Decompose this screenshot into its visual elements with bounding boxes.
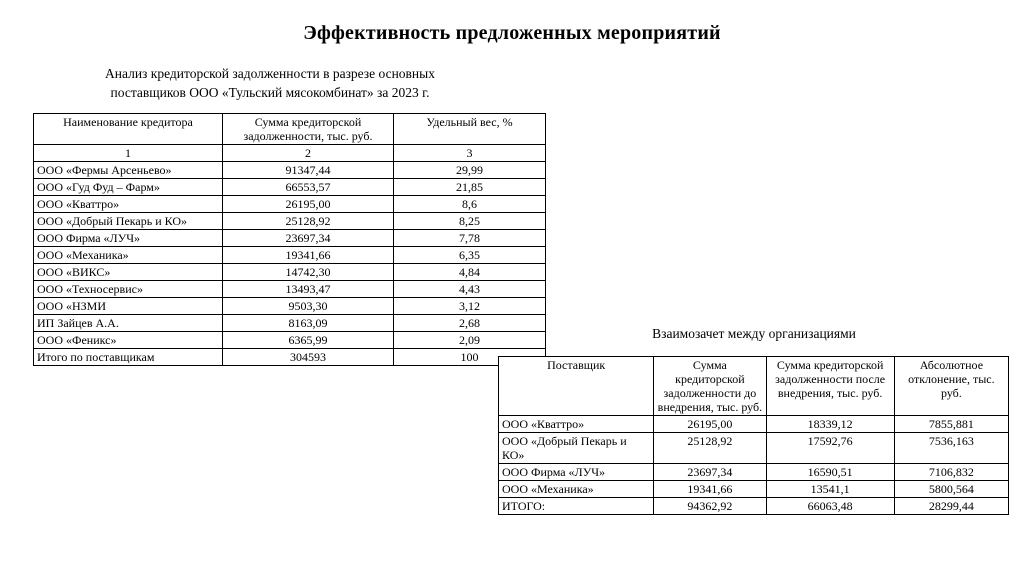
column-header: Абсолютное отклонение, тыс. руб.	[894, 357, 1008, 416]
table-cell: 91347,44	[223, 162, 394, 179]
table-cell: 4,43	[394, 281, 546, 298]
table-cell: ООО «НЗМИ	[34, 298, 223, 315]
table-cell: 28299,44	[894, 498, 1008, 515]
column-index: 1	[34, 145, 223, 162]
table-cell: 94362,92	[654, 498, 766, 515]
table-cell: 13541,1	[766, 481, 894, 498]
analysis-caption-line1: Анализ кредиторской задолженности в разрезе основных	[105, 66, 435, 81]
offset-table-header	[499, 357, 1009, 416]
table-cell: 3,12	[394, 298, 546, 315]
table-cell: 6365,99	[223, 332, 394, 349]
offset-table	[498, 356, 1009, 515]
creditors-table	[33, 113, 546, 366]
table-cell: 7536,163	[894, 433, 1008, 464]
table-cell: 2,09	[394, 332, 546, 349]
table-cell: 4,84	[394, 264, 546, 281]
table-cell: 2,68	[394, 315, 546, 332]
table-row	[499, 433, 1009, 464]
table-row	[499, 498, 1009, 515]
table-cell: ООО «Механика»	[499, 481, 654, 498]
table-row	[499, 464, 1009, 481]
table-cell: 304593	[223, 349, 394, 366]
table-cell: ООО Фирма «ЛУЧ»	[34, 230, 223, 247]
table-cell: ООО «Феникс»	[34, 332, 223, 349]
column-header: Удельный вес, %	[394, 114, 546, 145]
table-row	[34, 281, 546, 298]
table-cell: 7106,832	[894, 464, 1008, 481]
column-header: Сумма кредиторской задолженности, тыс. руб.	[223, 114, 394, 145]
table-cell: 19341,66	[223, 247, 394, 264]
table-cell: Итого по поставщикам	[34, 349, 223, 366]
header-row	[34, 114, 546, 145]
table-row	[34, 213, 546, 230]
table-cell: 16590,51	[766, 464, 894, 481]
table-cell: 19341,66	[654, 481, 766, 498]
table-cell: ИП Зайцев А.А.	[34, 315, 223, 332]
table-row	[34, 230, 546, 247]
table-row	[34, 179, 546, 196]
creditors-table-header	[34, 114, 546, 162]
table-cell: ООО Фирма «ЛУЧ»	[499, 464, 654, 481]
table-row	[499, 416, 1009, 433]
column-header: Сумма кредиторской задолженности после внедрения, тыс. руб.	[766, 357, 894, 416]
table-cell: 5800,564	[894, 481, 1008, 498]
table-row	[34, 315, 546, 332]
table-cell: ООО «Техносервис»	[34, 281, 223, 298]
table-cell: ООО «Добрый Пекарь и КО»	[499, 433, 654, 464]
table-cell: 23697,34	[223, 230, 394, 247]
offset-table-body	[499, 416, 1009, 515]
table-cell: 8,25	[394, 213, 546, 230]
column-header: Сумма кредиторской задолженности до внедрения, тыс. руб.	[654, 357, 766, 416]
table-cell: 7,78	[394, 230, 546, 247]
table-cell: 8,6	[394, 196, 546, 213]
table-cell: ООО «Кваттро»	[499, 416, 654, 433]
table-cell: ООО «Кваттро»	[34, 196, 223, 213]
table-cell: 100	[394, 349, 546, 366]
table-cell: 6,35	[394, 247, 546, 264]
table-row	[34, 196, 546, 213]
column-index-row	[34, 145, 546, 162]
column-index: 3	[394, 145, 546, 162]
table-row	[34, 264, 546, 281]
table-cell: 66063,48	[766, 498, 894, 515]
table-cell: 8163,09	[223, 315, 394, 332]
table-cell: ООО «Механика»	[34, 247, 223, 264]
table-cell: ООО «Гуд Фуд – Фарм»	[34, 179, 223, 196]
table-cell: ООО «ВИКС»	[34, 264, 223, 281]
table-cell: 25128,92	[654, 433, 766, 464]
offset-table-caption: Взаимозачет между организациями	[652, 326, 856, 341]
table-cell: 66553,57	[223, 179, 394, 196]
column-header: Поставщик	[499, 357, 654, 416]
table-cell: 26195,00	[223, 196, 394, 213]
table-cell: 17592,76	[766, 433, 894, 464]
table-row	[34, 162, 546, 179]
table-row	[34, 349, 546, 366]
column-header: Наименование кредитора	[34, 114, 223, 145]
table-cell: 14742,30	[223, 264, 394, 281]
table-row	[34, 247, 546, 264]
table-cell: 21,85	[394, 179, 546, 196]
table-cell: ООО «Фермы Арсеньево»	[34, 162, 223, 179]
analysis-caption	[55, 64, 485, 102]
analysis-caption-line2: поставщиков ООО «Тульский мясокомбинат» за 2023 г.	[110, 85, 430, 100]
creditors-table-body	[34, 162, 546, 366]
table-cell: 18339,12	[766, 416, 894, 433]
page-title: Эффективность предложенных мероприятий	[303, 22, 721, 44]
table-row	[34, 332, 546, 349]
table-row	[499, 481, 1009, 498]
header-row	[499, 357, 1009, 416]
column-index: 2	[223, 145, 394, 162]
table-cell: 25128,92	[223, 213, 394, 230]
table-cell: ИТОГО:	[499, 498, 654, 515]
table-cell: 23697,34	[654, 464, 766, 481]
table-cell: 29,99	[394, 162, 546, 179]
table-cell: 26195,00	[654, 416, 766, 433]
table-cell: 9503,30	[223, 298, 394, 315]
table-cell: 7855,881	[894, 416, 1008, 433]
table-cell: 13493,47	[223, 281, 394, 298]
table-cell: ООО «Добрый Пекарь и КО»	[34, 213, 223, 230]
table-row	[34, 298, 546, 315]
